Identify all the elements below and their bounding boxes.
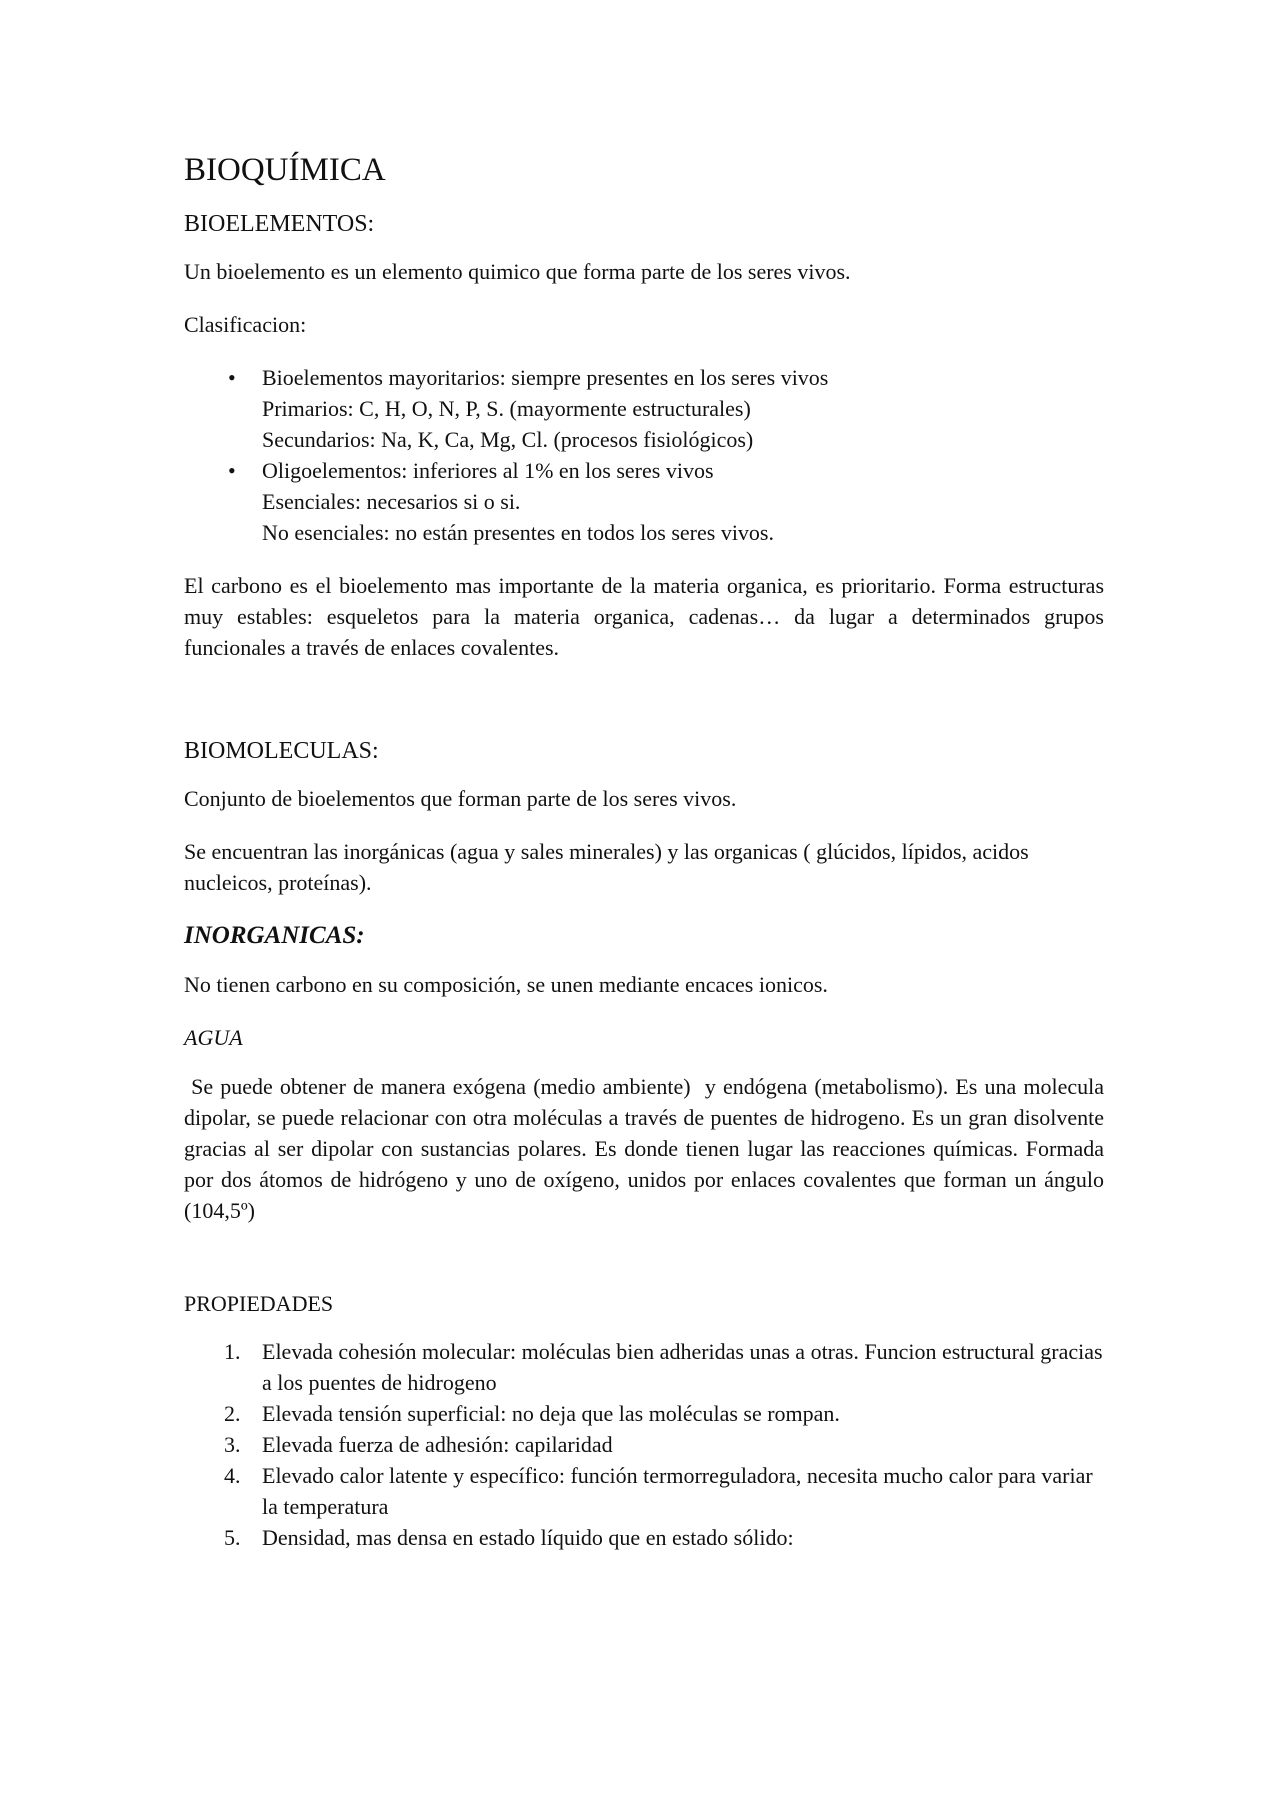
list-item-sub: Primarios: C, H, O, N, P, S. (mayormente estructurales) xyxy=(262,396,751,421)
list-number: 2. xyxy=(224,1401,241,1426)
page-title: BIOQUÍMICA xyxy=(184,152,386,188)
carbono-paragraph: El carbono es el bioelemento mas importante de la materia organica, es prioritario. Forma estructuras muy estables: esqueletos para la materia organica, cadenas… da lugar a determinados grupos funcionales a través de enlaces covalentes. xyxy=(184,573,1104,660)
bullet-icon: • xyxy=(228,365,236,390)
list-number: 1. xyxy=(224,1339,241,1364)
list-item xyxy=(184,1398,1104,1429)
list-item-sub: Esenciales: necesarios si o si. xyxy=(262,489,521,514)
list-item-label: Bioelementos mayoritarios: siempre presentes en los seres vivos xyxy=(262,365,829,390)
biomoleculas-tipos: Se encuentran las inorgánicas (agua y sales minerales) y las organicas ( glúcidos, lípidos, acidos nucleicos, proteínas). xyxy=(184,839,1029,895)
list-item xyxy=(184,1429,1104,1460)
list-item xyxy=(184,1460,1104,1522)
list-item-text: Elevada fuerza de adhesión: capilaridad xyxy=(262,1432,613,1457)
subsection-heading-agua: AGUA xyxy=(184,1025,243,1050)
biomoleculas-definition: Conjunto de bioelementos que forman parte de los seres vivos. xyxy=(184,786,737,811)
list-item-text: Elevada cohesión molecular: moléculas bien adheridas unas a otras. Funcion estructural gracias a los puentes de hidrogeno xyxy=(262,1339,1103,1395)
spacer xyxy=(184,1248,1104,1288)
section-heading-bioelementos: BIOELEMENTOS: xyxy=(184,211,375,237)
list-item-text: Elevado calor latente y específico: función termorreguladora, necesita mucho calor para variar la temperatura xyxy=(262,1463,1093,1519)
bioelemento-definition: Un bioelemento es un elemento quimico que forma parte de los seres vivos. xyxy=(184,259,851,284)
clasificacion-label: Clasificacion: xyxy=(184,312,307,337)
section-heading-propiedades: PROPIEDADES xyxy=(184,1291,334,1316)
list-item-sub: No esenciales: no están presentes en todos los seres vivos. xyxy=(262,520,774,545)
list-item xyxy=(184,455,1104,548)
section-heading-inorganicas: INORGANICAS: xyxy=(184,922,365,949)
list-item-text: Elevada tensión superficial: no deja que las moléculas se rompan. xyxy=(262,1401,840,1426)
list-item-text: Densidad, mas densa en estado líquido que en estado sólido: xyxy=(262,1525,794,1550)
list-number: 3. xyxy=(224,1432,241,1457)
list-item xyxy=(184,1522,1104,1553)
list-number: 5. xyxy=(224,1525,241,1550)
document-body xyxy=(184,150,1110,1553)
section-heading-biomoleculas: BIOMOLECULAS: xyxy=(184,738,379,764)
inorganicas-text: No tienen carbono en su composición, se unen mediante encaces ionicos. xyxy=(184,972,828,997)
list-item xyxy=(184,1336,1104,1398)
clasificacion-list xyxy=(184,362,1104,548)
list-number: 4. xyxy=(224,1463,241,1488)
list-item xyxy=(184,362,1104,455)
list-item-sub: Secundarios: Na, K, Ca, Mg, Cl. (procesos fisiológicos) xyxy=(262,427,754,452)
bullet-icon: • xyxy=(228,458,236,483)
propiedades-list xyxy=(184,1336,1104,1553)
spacer xyxy=(184,685,1104,735)
list-item-label: Oligoelementos: inferiores al 1% en los seres vivos xyxy=(262,458,714,483)
agua-paragraph: Se puede obtener de manera exógena (medio ambiente) y endógena (metabolismo). Es una molecula dipolar, se puede relacionar con otra moléculas a través de puentes de hidrogeno. Es un gran disolvente gracias al ser dipolar con sustancias polares. Es donde tienen lugar las reacciones químicas. Formada por dos átomos de hidrógeno y uno de oxígeno, unidos por enlaces covalentes que forman un ángulo (104,5º) xyxy=(184,1074,1110,1223)
